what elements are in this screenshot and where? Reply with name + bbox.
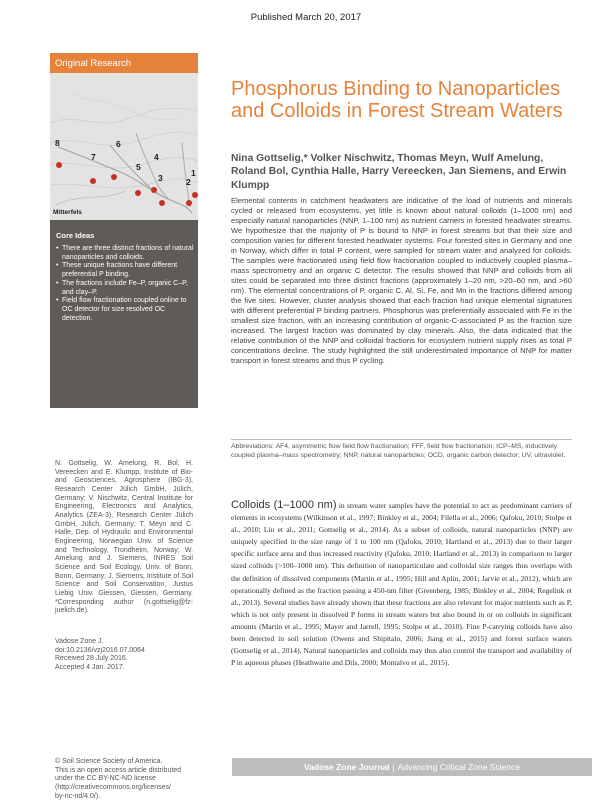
- site-map-drawing: [50, 73, 198, 220]
- publication-info: [55, 638, 193, 673]
- sidebar: [50, 53, 198, 800]
- article-title: Phosphorus Binding to Nanoparticles and Colloids in Forest Stream Waters: [231, 78, 563, 122]
- map-caption: Mitterfels: [53, 209, 82, 216]
- license-url[interactable]: (http://creativecommons.org/licenses/: [55, 783, 171, 791]
- site-map-figure: [50, 73, 198, 220]
- sidebar-lower-panel: [50, 408, 198, 800]
- section-label: Original Research: [50, 53, 198, 73]
- site-marker-8: [56, 162, 62, 168]
- site-label-1: 1: [191, 168, 196, 178]
- site-marker-2: [186, 200, 192, 206]
- core-idea-item: • These unique fractions have different preferential P binding.: [56, 262, 196, 279]
- site-label-4: 4: [154, 152, 159, 162]
- body-paragraph-text: in stream water samples have the potential to act as predominant carriers of elements in ecosystems (Wilkinson et al., 1997; Binkley et al., 2004; Filella et al., 2006; Qafoku, 2010; Stolpe et al., 2010; Liu et al., 2011; Gottselig et al., 2014). As a subset of colloids, natural nanoparticles (NNP) are uniquely specified in the size range of 1 to 100 nm (Qafoku, 2010; Hartland et al., 2013) due to their larger specific surface area and thus increased reactivity (Qafoku, 2010; Hartland et al., 2013) in comparison to larger sized colloids (>100–1000 nm). This definition of nanoparticulate and colloidal size ranges thus overlaps with the definition of dissolved components (Martin et al., 1995; Hill and Aplin, 2001; Jarvie et al., 2012), which are operationally defined as the fraction passing a 450-nm filter (Greenberg, 1985; Binkley et al., 2004; Regelink et al., 2013). Several studies have already shown that these fractions are also relevant for major nutrients such as P, which is not only present in dissolved P forms in stream waters but also bound in or on colloids in significant amounts (Martin et al., 1995; Mayer and Jarrell, 1995; Stolpe et al., 2010). Fine P-carrying colloids have also been detected in soil solution (Owens and Shipitalo, 2006; Jiang et al., 2015) and forest surface waters (Gottselig et al., 2014). Natural nanoparticles and colloids may thus also control the transport and availability of P in aqueous phases (Heathwaite and Dils, 2000; Montalvo et al., 2015).: [231, 501, 572, 668]
- abstract: Elemental contents in catchment headwaters are indicative of the load of nutrients and minerals cycled or released from ecosystems, yet little is known about natural colloids (1–1000 nm) and especially natural nanoparticles (NNP, 1–100 nm) as nutrient carriers in forested headwater streams. We hypothesize that the majority of P is bound to NNP in forest streams but that their size and composition varies for different forested headwater systems. Four forested sites in Germany and one in Norway, which differ in total P content, were sampled for stream water and analyzed for colloids. The samples were fractionated using field flow fractionation coupled to inductively coupled plasma–mass spectrometry and an organic C detector. The results showed that NNP and colloids from all sites could be separated into three distinct fractions (approximately 1–20 nm, >20–60 nm, and >60 nm). The elemental concentrations of P, organic C, Al, Si, Fe, and Mn in the fractions differed among the five sites. However, cluster analysis showed that each fraction had unique elemental signatures with different preferential P binding partners. Phosphorus was preferentially associated with Fe in the smallest size fraction, with an increasing contribution of organic-C-associated P as the fraction size increased. The largest fraction was dominated by clay minerals. Also, the data indicated that the relative contribution of the NNP and colloidal fractions for ecosystem nutrient supply rises as total P concentrations decline. The study highlighted the still underestimated importance of NNP for matter transport in forest streams and thus P cycling.: [231, 196, 572, 365]
- abbreviations: Abbreviations: AF4, asymmetric flow field flow fractionation; FFF, field flow fractionation; ICP–MS, inductively coupled plasma–mass spectrometry; NNP, natural nanoparticles; OCD, organic carbon detector; UV, ultraviolet.: [231, 443, 566, 459]
- author-affiliations: N. Gottselig, W. Amelung, R. Bol, H. Vereecken and E. Klumpp, Institute of Bio- and Geosciences, Agrosphere (IBG-3), Research Center Jülich GmbH, Jülich, Germany; V. Nischwitz, Central Institute for Engineering, Electronics and Analytics, Analytics (ZEA-3), Research Center Jülich GmbH, Jülich, Germany; T. Meyn and C. Halle, Dep. of Hydraulic and Environmental Engineering, Norwegian Univ. of Science and Technology, Trondheim, Norway; W. Amelung and J. Siemens, INRES Soil Science and Soil Ecology, Univ. of Bonn, Bonn, Germany; J. Siemens, Institute of Soil Science and Soil Conservation, Justus Liebig Univ. Giessen, Giessen, Germany. *Corresponding author (n.gottselig@fz-juelich.de).: [55, 460, 193, 615]
- journal-footer: [232, 758, 592, 776]
- site-label-2: 2: [186, 177, 191, 187]
- core-ideas-list: [56, 245, 196, 323]
- site-marker-6: [111, 174, 117, 180]
- site-label-5: 5: [136, 162, 141, 172]
- site-marker-4: [151, 187, 157, 193]
- author-list: Nina Gottselig,* Volker Nischwitz, Thomas Meyn, Wulf Amelung, Roland Bol, Cynthia Halle, Harry Vereecken, Jan Siemens, and Erwin Klumpp: [231, 153, 567, 191]
- accepted-date: Accepted 4 Jan. 2017.: [55, 663, 125, 671]
- site-label-3: 3: [158, 173, 163, 183]
- site-label-7: 7: [91, 152, 96, 162]
- license-notice: [55, 758, 193, 801]
- footer-tagline: Advancing Critical Zone Science: [397, 762, 521, 772]
- journal-abbrev: Vadose Zone J.: [55, 638, 104, 645]
- site-marker-1: [192, 192, 198, 198]
- site-label-6: 6: [116, 139, 121, 149]
- site-marker-5: [135, 190, 141, 196]
- body-lead-phrase: Colloids (1–1000 nm): [231, 499, 337, 511]
- copyright: © Soil Science Society of America.: [55, 758, 163, 765]
- core-idea-item: • There are three distinct fractions of natural nanoparticles and colloids.: [56, 245, 196, 262]
- body-paragraph: [231, 499, 572, 669]
- abbreviations-divider: [231, 439, 572, 440]
- footer-separator: |: [392, 762, 395, 772]
- license-url-cont[interactable]: by-nc-nd/4.0/).: [55, 792, 101, 800]
- publication-date: Published March 20, 2017: [250, 12, 362, 23]
- site-marker-7: [90, 178, 96, 184]
- footer-text: [232, 762, 592, 772]
- footer-journal-name: Vadose Zone Journal: [303, 762, 390, 772]
- core-ideas: [56, 231, 196, 323]
- license-text: This is an open access article distributed under the CC BY-NC-ND license: [55, 766, 182, 783]
- doi[interactable]: doi:10.2136/vzj2016.07.0064: [55, 646, 145, 654]
- site-marker-3: [159, 200, 165, 206]
- site-label-8: 8: [55, 138, 60, 148]
- received-date: Received 28 July 2016.: [55, 655, 128, 663]
- core-ideas-title: Core Ideas: [56, 231, 95, 240]
- core-idea-item: • The fractions include Fe–P, organic C–P, and clay–P.: [56, 280, 196, 297]
- core-idea-item: • Field flow fractionation coupled online to OC detector for size resolved OC detection.: [56, 297, 196, 323]
